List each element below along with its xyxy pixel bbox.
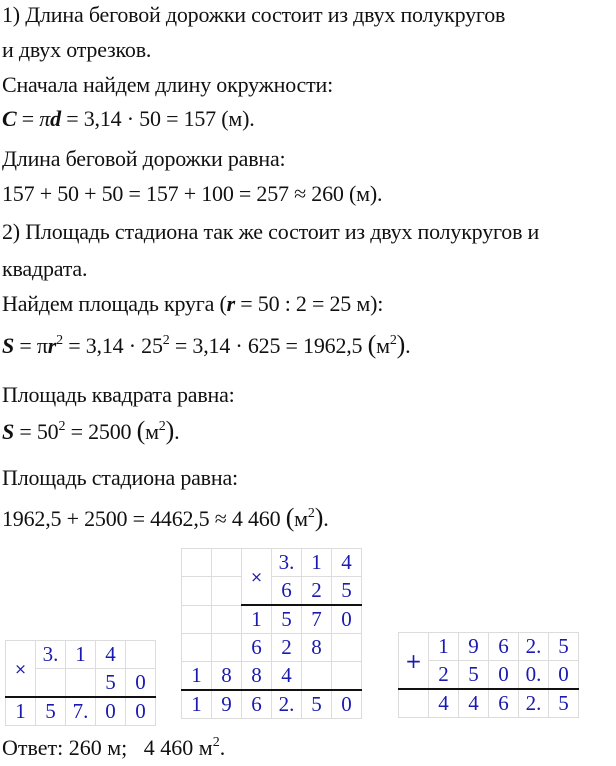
text-line-2: и двух отрезков. bbox=[2, 37, 152, 62]
cell: 2. bbox=[519, 689, 549, 718]
cell: 6 bbox=[242, 634, 272, 662]
unit: м bbox=[294, 506, 308, 531]
cell bbox=[332, 634, 362, 662]
exp: 2 bbox=[58, 419, 66, 434]
cell: 6 bbox=[489, 689, 519, 718]
a: = 50 bbox=[14, 419, 59, 444]
cell bbox=[212, 634, 242, 662]
b: = 3,14 · 25 bbox=[62, 333, 163, 358]
cell: 1 bbox=[66, 641, 96, 669]
cell bbox=[212, 605, 242, 634]
pi: π bbox=[39, 106, 51, 131]
cell: 2 bbox=[302, 577, 332, 606]
addition-grid bbox=[398, 632, 579, 718]
times-sign: × bbox=[242, 549, 272, 606]
cell bbox=[36, 669, 66, 698]
cell bbox=[126, 641, 156, 669]
answer-text: Ответ: 260 м; 4 460 м bbox=[2, 735, 213, 760]
cell: 9 bbox=[212, 690, 242, 719]
end: . bbox=[323, 506, 329, 531]
cell: 2. bbox=[272, 690, 302, 719]
end: . bbox=[219, 735, 226, 760]
text-line-1: 1) Длина беговой дорожки состоит из двух полукругов bbox=[2, 2, 506, 27]
cell: 5 bbox=[549, 633, 579, 661]
cell bbox=[399, 689, 429, 718]
cell: 2. bbox=[519, 633, 549, 661]
multiplication-grid-1 bbox=[5, 640, 156, 726]
cell: 4 bbox=[272, 662, 302, 691]
plus-sign: + bbox=[399, 633, 429, 690]
times-sign: × bbox=[6, 641, 36, 698]
multiplication-grid-2 bbox=[181, 548, 362, 719]
b: = 2500 bbox=[65, 419, 137, 444]
cell: 0 bbox=[332, 605, 362, 634]
text-line-5: Длина беговой дорожки равна: bbox=[2, 146, 286, 171]
cell: 9 bbox=[459, 633, 489, 661]
end: . bbox=[405, 333, 411, 358]
cell: 6 bbox=[272, 577, 302, 606]
formula-circle-area: $S = \pi r^2 = 3,14 \cdot 25^2 = 3,14 \cdot 625 = 1962,5$ $(м^2)$. bbox=[2, 330, 411, 359]
cell bbox=[212, 549, 242, 577]
formula-radius bbox=[2, 291, 383, 317]
c: = 3,14 · 625 = 1962,5 bbox=[169, 333, 368, 358]
cell: 1 bbox=[6, 697, 36, 726]
cell: 4 bbox=[96, 641, 126, 669]
cell: 1 bbox=[182, 662, 212, 691]
formula-track-length: 157 + 50 + 50 = 157 + 100 = 257 ≈ 260 (м). bbox=[2, 181, 383, 206]
exp: 2 bbox=[389, 333, 397, 348]
unit: м bbox=[376, 333, 390, 358]
cell: 5 bbox=[332, 577, 362, 606]
cell: 2 bbox=[272, 634, 302, 662]
cell: 8 bbox=[212, 662, 242, 691]
exp: 2 bbox=[307, 506, 315, 521]
cell bbox=[182, 634, 212, 662]
cell bbox=[182, 577, 212, 606]
cell: 0. bbox=[519, 661, 549, 690]
cell: 6 bbox=[489, 633, 519, 661]
answer-line bbox=[2, 735, 225, 761]
cell: 2 bbox=[429, 661, 459, 690]
cell bbox=[66, 669, 96, 698]
cell: 8 bbox=[242, 662, 272, 691]
cell: 0 bbox=[96, 697, 126, 726]
text-line-8: квадрата. bbox=[2, 256, 88, 281]
var-d: d bbox=[50, 106, 61, 131]
cell: 7 bbox=[302, 605, 332, 634]
exp: 2 bbox=[158, 419, 166, 434]
text-line-11: Площадь квадрата равна: bbox=[2, 382, 235, 407]
text-line-3: Сначала найдем длину окружности: bbox=[2, 72, 334, 97]
cell bbox=[302, 662, 332, 691]
cell: 5 bbox=[459, 661, 489, 690]
formula-circumference bbox=[2, 106, 255, 132]
cell: 0 bbox=[126, 697, 156, 726]
cell: 1 bbox=[302, 549, 332, 577]
var-s: S bbox=[2, 333, 15, 358]
cell: 1 bbox=[182, 690, 212, 719]
cell: 5 bbox=[96, 669, 126, 698]
exp: 2 bbox=[162, 333, 170, 348]
text-line-13: Площадь стадиона равна: bbox=[2, 465, 238, 490]
formula-square-area: $S = 50^2 = 2500$ $(м^2)$. bbox=[2, 416, 180, 445]
cell: 4 bbox=[332, 549, 362, 577]
cell: 0 bbox=[332, 690, 362, 719]
cell bbox=[182, 549, 212, 577]
cell: 4 bbox=[429, 689, 459, 718]
cell bbox=[332, 662, 362, 691]
cell: 5 bbox=[302, 690, 332, 719]
a: 1962,5 + 2500 = 4462,5 ≈ 4 460 bbox=[2, 506, 286, 531]
cell: 7. bbox=[66, 697, 96, 726]
end: . bbox=[174, 419, 180, 444]
pre: Найдем площадь круга ( bbox=[2, 291, 227, 316]
cell: 8 bbox=[302, 634, 332, 662]
cell: 0 bbox=[489, 661, 519, 690]
a: = π bbox=[14, 333, 48, 358]
text-line-7: 2) Площадь стадиона так же состоит из двух полукругов и bbox=[2, 219, 540, 244]
cell: 1 bbox=[429, 633, 459, 661]
exp: 2 bbox=[56, 333, 63, 348]
var-r: r bbox=[226, 291, 235, 316]
var-r: r bbox=[47, 333, 57, 358]
rest: = 3,14 · 50 = 157 (м). bbox=[60, 106, 255, 131]
formula-stadium-area: 1962,5 + 2500 = 4462,5 ≈ 4 460 $(м^2)$. bbox=[2, 503, 329, 532]
cell bbox=[212, 577, 242, 606]
cell: 6 bbox=[242, 690, 272, 719]
var-s: S bbox=[2, 419, 15, 444]
cell: 5 bbox=[272, 605, 302, 634]
unit: м bbox=[145, 419, 159, 444]
eq: = bbox=[16, 106, 40, 131]
cell: 1 bbox=[242, 605, 272, 634]
cell bbox=[182, 605, 212, 634]
cell: 5 bbox=[36, 697, 66, 726]
var-c: C bbox=[2, 106, 17, 131]
cell: 5 bbox=[549, 689, 579, 718]
cell: 3. bbox=[272, 549, 302, 577]
cell: 0 bbox=[126, 669, 156, 698]
exp: 2 bbox=[212, 735, 220, 750]
cell: 4 bbox=[459, 689, 489, 718]
cell: 0 bbox=[549, 661, 579, 690]
post: = 50 : 2 = 25 м): bbox=[234, 291, 384, 316]
cell: 3. bbox=[36, 641, 66, 669]
